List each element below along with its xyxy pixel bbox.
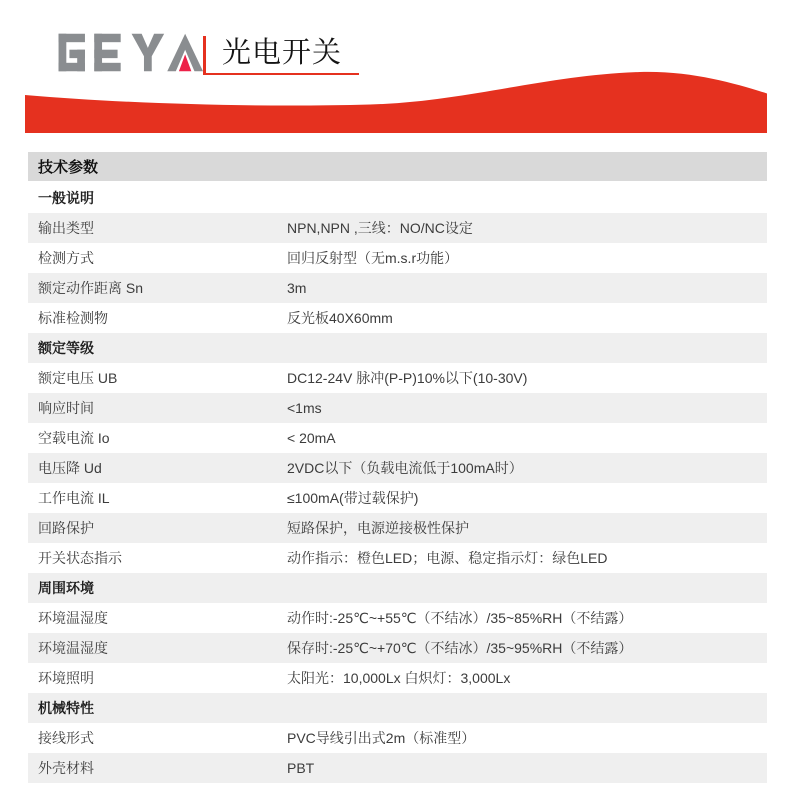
spec-value: 回归反射型（无m.s.r功能） bbox=[287, 250, 459, 266]
spec-row bbox=[28, 393, 767, 423]
spec-value: 2VDC以下（负载电流低于100mA时） bbox=[287, 460, 523, 476]
logo-letter-y bbox=[132, 34, 165, 72]
spec-section-label: 周围环境 bbox=[38, 580, 94, 596]
spec-value: PVC导线引出式2m（标准型） bbox=[287, 730, 476, 746]
spec-label: 环境照明 bbox=[38, 670, 94, 686]
spec-section-row bbox=[28, 573, 767, 603]
spec-row bbox=[28, 663, 767, 693]
spec-label: 环境温湿度 bbox=[38, 640, 108, 656]
spec-value: 反光板40X60mm bbox=[287, 310, 393, 326]
spec-value: PBT bbox=[287, 760, 315, 776]
spec-row bbox=[28, 723, 767, 753]
spec-row bbox=[28, 513, 767, 543]
spec-label: 接线形式 bbox=[38, 730, 94, 746]
spec-label: 空载电流 Io bbox=[38, 430, 110, 446]
spec-row bbox=[28, 453, 767, 483]
spec-row bbox=[28, 483, 767, 513]
spec-label: 检测方式 bbox=[38, 250, 94, 266]
spec-label: 额定动作距离 Sn bbox=[38, 280, 144, 296]
spec-label: 回路保护 bbox=[38, 520, 94, 536]
geya-logo bbox=[57, 30, 203, 75]
spec-row bbox=[28, 363, 767, 393]
logo-letter-e bbox=[94, 34, 120, 72]
spec-section-row bbox=[28, 333, 767, 363]
spec-row bbox=[28, 273, 767, 303]
spec-value: 动作时:-25℃~+55℃（不结冰）/35~85%RH（不结露） bbox=[287, 610, 633, 626]
wave-shape bbox=[25, 72, 767, 133]
spec-label: 额定电压 UB bbox=[38, 370, 118, 386]
title-divider bbox=[203, 36, 206, 74]
spec-section-label: 额定等级 bbox=[38, 340, 94, 356]
product-title: 光电开关 bbox=[222, 37, 343, 69]
spec-value: NPN,NPN ,三线：NO/NC设定 bbox=[287, 220, 473, 236]
spec-section-row bbox=[28, 183, 767, 213]
spec-value: 短路保护，电源逆接极性保护 bbox=[287, 520, 469, 536]
spec-table bbox=[28, 183, 767, 783]
spec-label: 标准检测物 bbox=[38, 310, 108, 326]
tech-params-title: 技术参数 bbox=[38, 159, 99, 176]
spec-value: < 20mA bbox=[287, 430, 336, 446]
spec-value: 动作指示：橙色LED；电源、稳定指示灯：绿色LED bbox=[287, 550, 608, 566]
spec-value: 保存时:-25℃~+70℃（不结冰）/35~95%RH（不结露） bbox=[287, 640, 633, 656]
spec-value: ≤100mA(带过载保护) bbox=[287, 490, 419, 506]
spec-label: 响应时间 bbox=[38, 400, 94, 416]
spec-label: 电压降 Ud bbox=[38, 460, 102, 476]
spec-row bbox=[28, 753, 767, 783]
spec-label: 工作电流 IL bbox=[38, 490, 110, 506]
spec-value: 太阳光：10,000Lx 白炽灯：3,000Lx bbox=[287, 670, 511, 686]
spec-section-label: 一般说明 bbox=[38, 190, 94, 206]
spec-row bbox=[28, 243, 767, 273]
spec-row bbox=[28, 633, 767, 663]
spec-row bbox=[28, 603, 767, 633]
spec-row bbox=[28, 303, 767, 333]
spec-value: 3m bbox=[287, 280, 307, 296]
spec-section-label: 机械特性 bbox=[38, 700, 94, 716]
spec-row bbox=[28, 543, 767, 573]
logo-letter-g bbox=[59, 34, 85, 72]
spec-label: 环境温湿度 bbox=[38, 610, 108, 626]
spec-row bbox=[28, 213, 767, 243]
spec-value: <1ms bbox=[287, 400, 322, 416]
spec-label: 外壳材料 bbox=[38, 760, 94, 776]
title-underline bbox=[203, 73, 359, 75]
spec-section-row bbox=[28, 693, 767, 723]
tech-params-header bbox=[28, 152, 767, 181]
spec-value: DC12-24V 脉冲(P-P)10%以下(10-30V) bbox=[287, 370, 528, 386]
spec-row bbox=[28, 423, 767, 453]
spec-label: 开关状态指示 bbox=[38, 550, 122, 566]
spec-label: 输出类型 bbox=[38, 220, 94, 236]
